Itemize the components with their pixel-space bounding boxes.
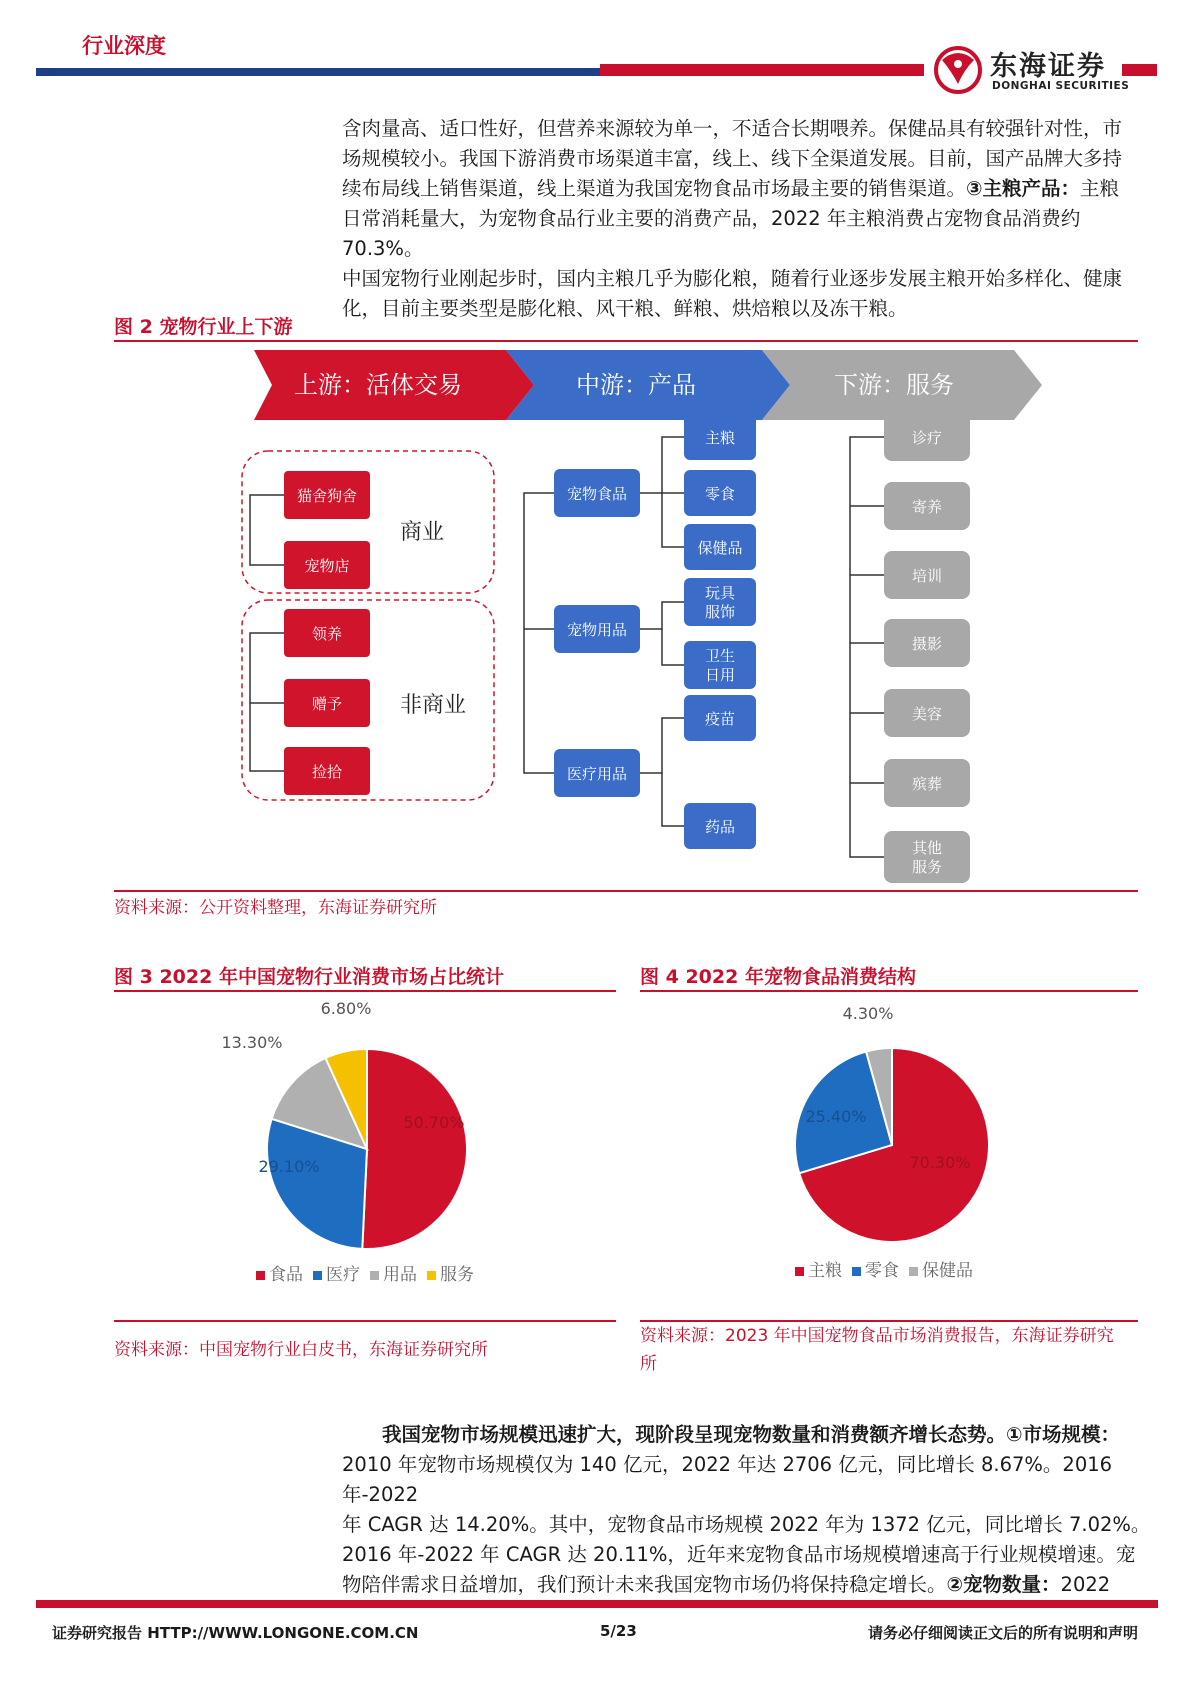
svg-text:玩具: 玩具: [704, 584, 736, 602]
upstream-box: [284, 609, 370, 657]
legend-swatch: [795, 1267, 804, 1276]
downstream-service-box: [884, 413, 970, 461]
svg-text:猫舍狗舍: 猫舍狗舍: [296, 487, 358, 505]
svg-text:赠予: 赠予: [311, 695, 343, 713]
fig2-source: 资料来源：公开资料整理，东海证券研究所: [114, 898, 437, 918]
svg-text:疫苗: 疫苗: [704, 710, 736, 728]
svg-text:保健品: 保健品: [697, 539, 743, 557]
pie-value-label: 25.40%: [805, 1107, 867, 1126]
intro-line: 化，目前主要类型是膨化粮、风干粮、鲜粮、烘焙粮以及冻干粮。: [342, 297, 908, 320]
fig4-title: 图 4 2022 年宠物食品消费结构: [640, 966, 916, 988]
svg-text:捡拾: 捡拾: [311, 763, 343, 781]
commercial-label: 商业: [400, 520, 445, 545]
market-line: 2010 年宠物市场规模仅为 140 亿元，2022 年达 2706 亿元，同比增长 8.67%。2016 年-2022: [342, 1453, 1113, 1506]
dragon-logo-icon: [928, 40, 988, 98]
fig2-bottom-rule: [114, 890, 1138, 892]
footer-left: 证券研究报告 HTTP://WWW.LONGONE.COM.CN: [52, 1624, 419, 1642]
downstream-arrow-label: 下游：服务: [834, 371, 954, 399]
legend-swatch: [313, 1271, 322, 1280]
upstream-arrow-label: 上游：活体交易: [294, 371, 462, 399]
downstream-service-box: [884, 689, 970, 737]
pie-value-label: 29.10%: [258, 1157, 320, 1176]
svg-text:其他: 其他: [911, 839, 943, 857]
footer-page-number: 5/23: [600, 1622, 637, 1640]
fig3-top-rule: [114, 990, 616, 992]
upstream-box: [284, 541, 370, 589]
downstream-arrow: [762, 350, 1042, 420]
svg-text:主粮: 主粮: [704, 429, 736, 447]
intro-line: 场规模较小。我国下游消费市场渠道丰富，线上、线下全渠道发展。目前，国产品牌大多持: [342, 147, 1123, 170]
legend-swatch: [852, 1267, 861, 1276]
svg-text:零食: 零食: [704, 485, 736, 503]
svg-text:药品: 药品: [704, 818, 736, 836]
downstream-service-box: [884, 482, 970, 530]
midstream-item-box: [684, 641, 756, 689]
legend-swatch: [370, 1271, 379, 1280]
svg-text:殡葬: 殡葬: [911, 775, 943, 793]
pie-value-label: 6.80%: [320, 999, 372, 1018]
market-line: 年 CAGR 达 14.20%。其中，宠物食品市场规模 2022 年为 1372 亿元，同比增长 7.02%。: [342, 1513, 1151, 1536]
intro-line: 日常消耗量大，为宠物食品行业主要的消费产品，2022 年主粮消费占宠物食品消费约 70.3%。: [342, 207, 1081, 260]
intro-line: 续布局线上销售渠道，线上渠道为我国宠物食品市场最主要的销售渠道。③主粮产品：主粮: [342, 177, 1120, 200]
legend-label: 零食: [865, 1261, 899, 1281]
svg-text:宠物用品: 宠物用品: [566, 621, 628, 639]
footer-disclaimer: 请务必仔细阅读正文后的所有说明和声明: [868, 1624, 1139, 1642]
legend-label: 用品: [383, 1265, 417, 1285]
upstream-box: [284, 747, 370, 795]
midstream-item-box: [684, 578, 756, 626]
downstream-service-box: [884, 759, 970, 807]
legend-swatch: [909, 1267, 918, 1276]
market-line: 物陪伴需求日益增加，我们预计未来我国宠物市场仍将保持稳定增长。②宠物数量：2022: [342, 1573, 1111, 1596]
fig3-bottom-rule: [114, 1320, 616, 1322]
upstream-arrow: [254, 350, 534, 420]
pie-value-label: 13.30%: [221, 1033, 283, 1052]
legend-label: 医疗: [326, 1265, 360, 1285]
legend-swatch: [427, 1271, 436, 1280]
pie-slice-食品: [362, 1049, 467, 1249]
midstream-category-box: [554, 469, 640, 517]
pie-chart-food-structure: [640, 996, 1138, 1306]
svg-text:摄影: 摄影: [911, 635, 943, 653]
downstream-service-box: [884, 619, 970, 667]
header-bar-red-end: [1122, 64, 1157, 76]
svg-text:诊疗: 诊疗: [911, 429, 943, 447]
legend-label: 保健品: [922, 1261, 973, 1281]
pie-value-label: 4.30%: [842, 1004, 894, 1023]
pie-value-label: 50.70%: [403, 1113, 465, 1132]
legend-swatch: [256, 1271, 265, 1280]
market-lead: 我国宠物市场规模迅速扩大，现阶段呈现宠物数量和消费额齐增长态势。①市场规模：: [382, 1423, 1121, 1446]
fig3-source: 资料来源：中国宠物行业白皮书，东海证券研究所: [114, 1340, 488, 1360]
legend-label: 服务: [440, 1265, 474, 1285]
svg-text:医疗用品: 医疗用品: [566, 765, 628, 783]
svg-text:日用: 日用: [704, 666, 736, 684]
svg-text:领养: 领养: [311, 625, 343, 643]
intro-bold: ③主粮产品：: [966, 177, 1081, 200]
market-paragraph: [342, 1420, 1162, 1600]
pie-value-label: 70.30%: [909, 1153, 971, 1172]
section-title: 行业深度: [82, 34, 166, 58]
svg-text:美容: 美容: [911, 705, 943, 723]
midstream-category-box: [554, 605, 640, 653]
header-bar-blue: [36, 68, 600, 76]
legend-label: 食品: [269, 1265, 303, 1285]
midstream-item-box: [684, 470, 756, 516]
downstream-service-box: [884, 551, 970, 599]
midstream-item-box: [684, 695, 756, 741]
upstream-box: [284, 471, 370, 519]
svg-text:服饰: 服饰: [704, 603, 736, 621]
svg-text:宠物店: 宠物店: [304, 557, 350, 575]
industry-chain-diagram: [114, 345, 1144, 890]
footer-rule: [36, 1600, 1158, 1608]
fig2-top-rule: [114, 340, 1138, 342]
midstream-item-box: [684, 803, 756, 849]
fig3-title: 图 3 2022 年中国宠物行业消费市场占比统计: [114, 966, 504, 988]
downstream-service-box: [884, 831, 970, 883]
logo-name-cn: 东海证券: [990, 51, 1106, 82]
midstream-arrow-label: 中游：产品: [576, 371, 696, 399]
midstream-category-box: [554, 749, 640, 797]
noncommercial-label: 非商业: [400, 693, 467, 718]
fig2-title: 图 2 宠物行业上下游: [114, 316, 293, 338]
upstream-box: [284, 679, 370, 727]
intro-paragraph: [342, 114, 1162, 324]
fig4-source: 资料来源：2023 年中国宠物食品市场消费报告，东海证券研究 所: [640, 1326, 1114, 1374]
svg-text:卫生: 卫生: [704, 647, 736, 665]
midstream-item-box: [684, 414, 756, 460]
svg-text:培训: 培训: [911, 567, 943, 585]
market-line: 2016 年-2022 年 CAGR 达 20.11%，近年来宠物食品市场规模增速高于行业规模增速。宠: [342, 1543, 1136, 1566]
header-bar-red: [600, 64, 924, 76]
intro-line: 含肉量高、适口性好，但营养来源较为单一，不适合长期喂养。保健品具有较强针对性，市: [342, 117, 1123, 140]
midstream-arrow: [506, 350, 790, 420]
fig4-top-rule: [640, 990, 1138, 992]
intro-line: 中国宠物行业刚起步时，国内主粮几乎为膨化粮，随着行业逐步发展主粮开始多样化、健康: [342, 267, 1123, 290]
svg-text:宠物食品: 宠物食品: [566, 485, 628, 503]
legend-label: 主粮: [808, 1261, 842, 1281]
svg-text:服务: 服务: [911, 858, 943, 876]
midstream-item-box: [684, 524, 756, 570]
pie-chart-consumption-share: [114, 996, 616, 1306]
logo-name-en: DONGHAI SECURITIES: [992, 80, 1130, 92]
svg-text:寄养: 寄养: [911, 498, 943, 516]
